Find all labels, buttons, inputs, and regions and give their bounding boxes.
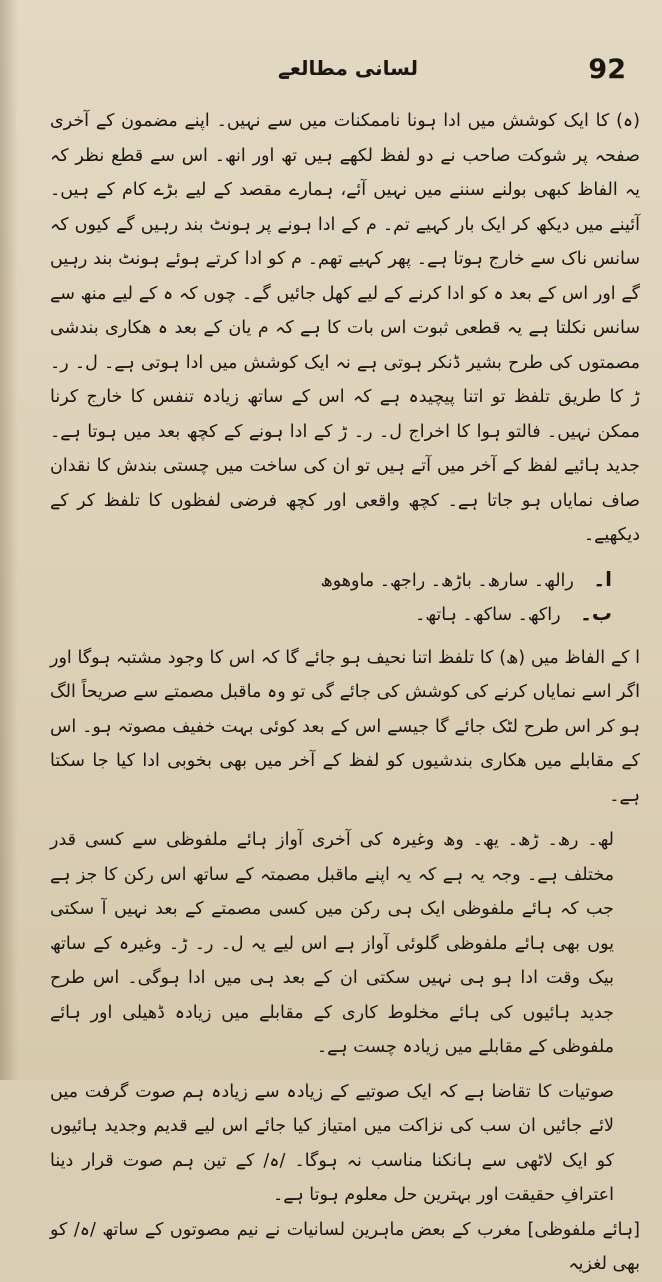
body-text — [50, 104, 640, 1282]
example-a — [50, 563, 640, 597]
paragraph-4: صوتیات کا تقاضا ہے کہ ایک صوتیے کے زیادہ سے زیادہ ہم صوت گرفت میں لائے جائیں ان سب کی نزاکت میں امتیاز کیا جائے اس لیے قدیم وجدید ہائیوں کو ایک لاٹھی سے ہانکنا مناسب نہ ہوگا۔ /ہ/ کے تین ہم صوت قرار دینا اعترافِ حقیقت اور بہترین حل معلوم ہوتا ہے۔ — [50, 1081, 614, 1205]
spacer — [50, 631, 640, 641]
spacer — [50, 1065, 640, 1075]
page-header — [70, 50, 626, 90]
paragraph-2: ا کے الفاظ میں (ھ) کا تلفظ اتنا نحیف ہو جائے گا کہ اس کا وجود مشتبہ ہوگا اور اگر اسے نمایاں کرنے کی کوشش کی جائے گی تو وہ ماقبل مصمتے سے صریحاً الگ ہو کر اس طرح لٹک جائے گا جیسے اس کے بعد کوئی بہت خفیف مصوتہ ہو۔ اس کے مقابلے میں ھکاری بندشیوں کو لفظ کے آخر میں بھی بخوبی ادا کیا جا سکتا ہے۔ — [50, 647, 640, 806]
spacer — [50, 553, 640, 563]
page-number: 92 — [588, 54, 626, 85]
example-b-label: ب۔ — [580, 600, 612, 625]
paragraph-5: [ہائے ملفوظی] مغرب کے بعض ماہرین لسانیات نے نیم مصوتوں کے ساتھ /ہ/ کو بھی لغزیہ — [50, 1219, 640, 1274]
example-a-text: رالھ۔ سارھ۔ باڑھ۔ راجھ۔ ماوھوھ — [320, 570, 574, 591]
example-a-label: ا۔ — [593, 566, 612, 591]
example-b-text: راکھ۔ ساکھ۔ ہاتھ۔ — [415, 604, 561, 625]
binding-shadow — [0, 0, 18, 1080]
paragraph-3: لھ۔ رھ۔ ڑھ۔ یھ۔ وھ وغیرہ کی آخری آواز ہائے ملفوظی سے کسی قدر مختلف ہے۔ وجہ یہ ہے کہ یہ اپنے ماقبل مصمتہ کے ساتھ اس رکن کا جز ہے جب کہ ہائے ملفوظی ایک ہی رکن میں کسی مصمتے کے بعد نہیں آ سکتی یوں بھی ہائے ملفوظی گلوئی آواز ہے اس لیے یہ ل۔ ر۔ ڑ۔ وغیرہ کے ساتھ بیک وقت ادا ہو ہی نہیں سکتی ان کے بعد ہی میں ادا ہوگی۔ اس طرح جدید ہائیوں کی ہائے مخلوط کاری کے مقابلے میں زیادہ ڈھیلی اور ہائے ملفوظی کے مقابلے میں زیادہ چست ہے۔ — [50, 830, 614, 1057]
example-b — [50, 597, 640, 631]
paragraph-1: (ہ) کا ایک کوشش میں ادا ہونا ناممکنات میں سے نہیں۔ اپنے مضمون کے آخری صفحہ پر شوکت صاحب نے دو لفظ لکھے ہیں تھ اور انھ۔ اس سے قطع نظر کہ یہ الفاظ کبھی بولنے سننے میں نہیں آئے، ہمارے مقصد کے لیے بڑے کام کے ہیں۔ آئینے میں دیکھ کر ایک بار کہیے تم۔ م کے ادا ہونے پر ہونٹ بند رہیں گے کیوں کہ سانس ناک سے خارج ہوتا ہے۔ پھر کہیے تھم۔ م کو ادا کرتے ہوئے ہونٹ بند رہیں گے اور اس کے بعد ہ کو ادا کرنے کے لیے کھل جائیں گے۔ چوں کہ ہ کے لیے منھ سے سانس نکلتا ہے یہ قطعی ثبوت اس بات کا ہے کہ م یان کے بعد ہ ھکاری بندشی مصمتوں کی طرح بشیر ڈنکر ہوتی ہے نہ ایک کوشش میں ادا ہوتی ہے۔ ل۔ ر۔ ڑ کا طریق تلفظ تو اتنا پیچیدہ ہے کہ اس کے ساتھ زیادہ تنفس کا خارج کرنا ممکن نہیں۔ فالتو ہوا کا اخراج ل۔ ر۔ ڑ کے ادا ہونے کے کچھ بعد میں ہوتا ہے۔ جدید ہائیے لفظ کے آخر میں آتے ہیں تو ان کی ساخت میں چستی بندش کا نقدان صاف نمایاں ہو جاتا ہے۔ کچھ واقعی اور کچھ فرضی لفظوں کا تلفظ کر کے دیکھیے۔ — [50, 111, 640, 545]
spacer — [50, 813, 640, 823]
running-title: لسانی مطالعے — [278, 56, 418, 80]
